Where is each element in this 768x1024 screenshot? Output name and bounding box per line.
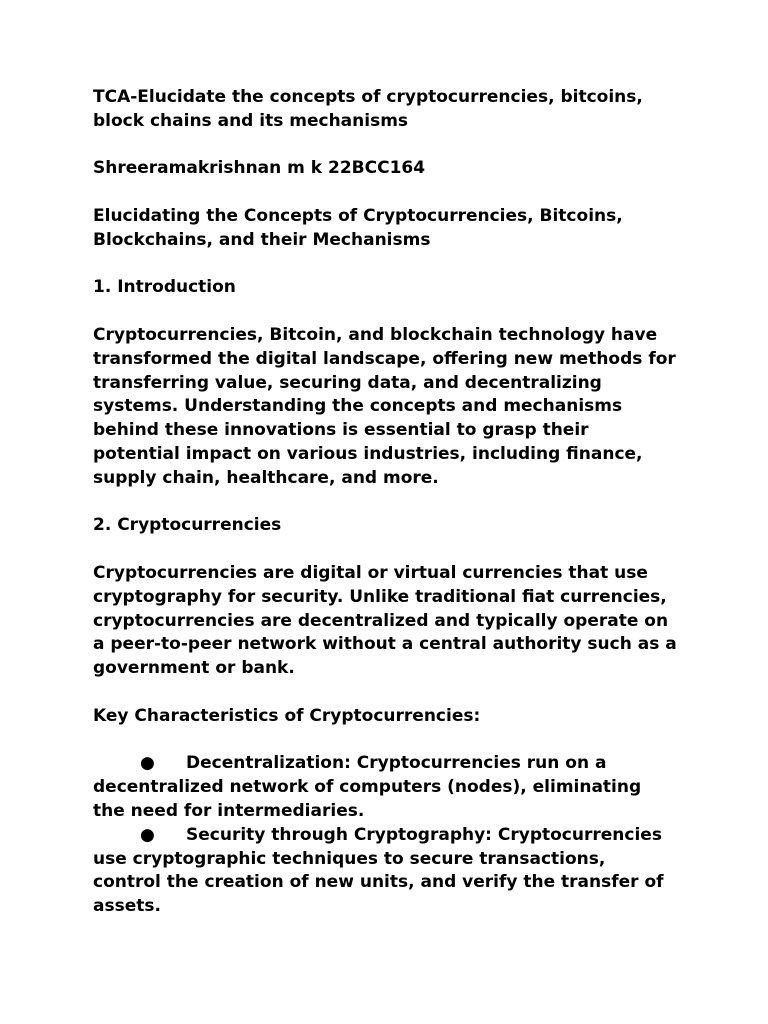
document-page bbox=[93, 86, 678, 919]
characteristics-heading: Key Characteristics of Cryptocurrencies: bbox=[93, 705, 481, 726]
cryptocurrencies-paragraph: Cryptocurrencies are digital or virtual currencies that use cryptography for security. Unlike traditional fiat currencies, cryptocurrencies are decentralized and typically operate on a peer-to-peer network without a central authority such as a government or bank. bbox=[93, 562, 677, 679]
document-subtitle: Elucidating the Concepts of Cryptocurrencies, Bitcoins, Blockchains, and their Mechanisms bbox=[93, 205, 623, 250]
section-heading-cryptocurrencies: 2. Cryptocurrencies bbox=[93, 515, 282, 536]
section-heading-introduction: 1. Introduction bbox=[93, 277, 236, 298]
bullet-item-security bbox=[93, 824, 678, 919]
bullet-icon: ● bbox=[140, 753, 155, 774]
bullet-item-decentralization bbox=[93, 752, 678, 823]
bullet-icon: ● bbox=[140, 824, 155, 845]
introduction-paragraph: Cryptocurrencies, Bitcoin, and blockchain technology have transformed the digital landscape, offering new methods for transferring value, securing data, and decentralizing systems. Understanding the concepts and mechanisms behind these innovations is essential to grasp their potential impact on various industries, including finance, supply chain, healthcare, and more. bbox=[93, 324, 676, 488]
bullet-text: Decentralization: Cryptocurrencies run on a decentralized network of computers (nodes), eliminating the need for intermediaries. bbox=[93, 753, 642, 821]
document-title: TCA-Elucidate the concepts of cryptocurrencies, bitcoins, block chains and its mechanisms bbox=[93, 87, 643, 131]
author-line: Shreeramakrishnan m k 22BCC164 bbox=[93, 158, 426, 179]
bullet-text: Security through Cryptography: Cryptocurrencies use cryptographic techniques to secure transactions, control the creation of new units, and verify the transfer of assets. bbox=[93, 824, 664, 917]
